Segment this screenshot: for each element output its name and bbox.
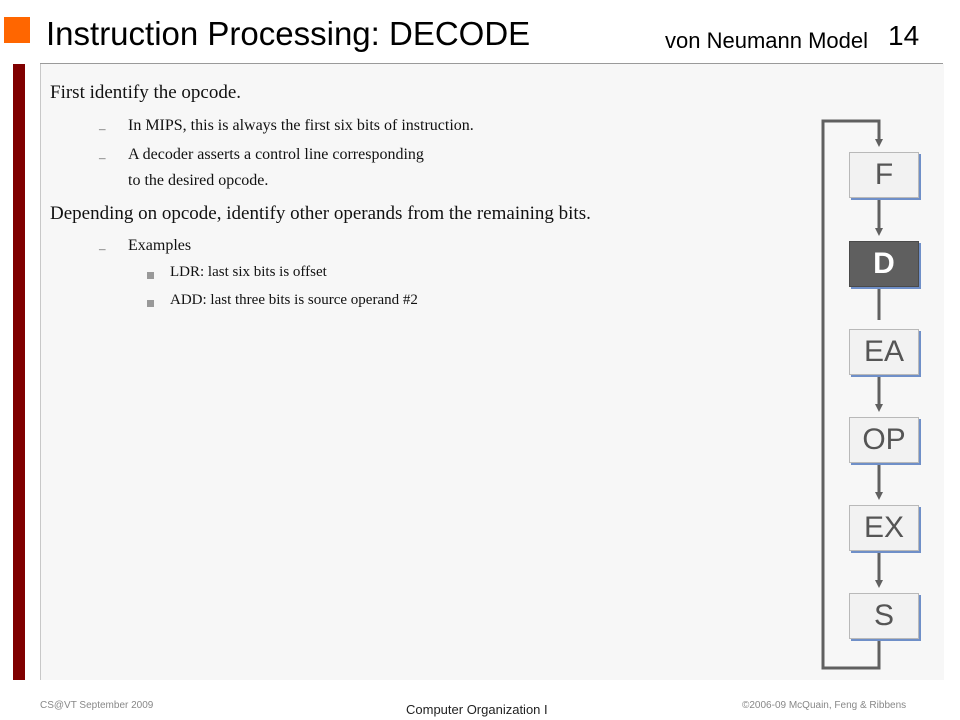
footer-copyright: ©2006-09 McQuain, Feng & Ribbens [742,700,907,711]
sub-bullet-examples: Examples [128,237,192,254]
stage-decode-active: D [849,241,919,287]
sub-bullet-decoder-line1: A decoder asserts a control line corresponding [128,146,424,163]
dash-bullet-icon: – [99,150,106,165]
dash-bullet-icon: – [99,121,106,136]
slide-title: Instruction Processing: DECODE [46,15,531,52]
bullet-identify-opcode: First identify the opcode. [50,82,242,103]
dash-bullet-icon: – [99,241,106,256]
stage-fetch-operands: OP [849,417,919,463]
slide-number: 14 [888,20,920,51]
loop-back-arrow [823,121,879,668]
footer-course: Computer Organization I [406,702,548,717]
example-add: ADD: last three bits is source operand #2 [170,292,418,308]
slide-subtitle: von Neumann Model [665,28,869,53]
example-ldr: LDR: last six bits is offset [170,264,327,280]
bullet-depending-on-opcode: Depending on opcode, identify other operands from the remaining bits. [50,203,591,224]
sub-bullet-decoder-line2: to the desired opcode. [128,172,269,189]
stage-evaluate-address: EA [849,329,919,375]
stage-fetch: F [849,152,919,198]
stage-execute: EX [849,505,919,551]
sub-bullet-mips: In MIPS, this is always the first six bits of instruction. [128,117,474,134]
footer-date: CS@VT September 2009 [40,700,154,711]
stage-store: S [849,593,919,639]
